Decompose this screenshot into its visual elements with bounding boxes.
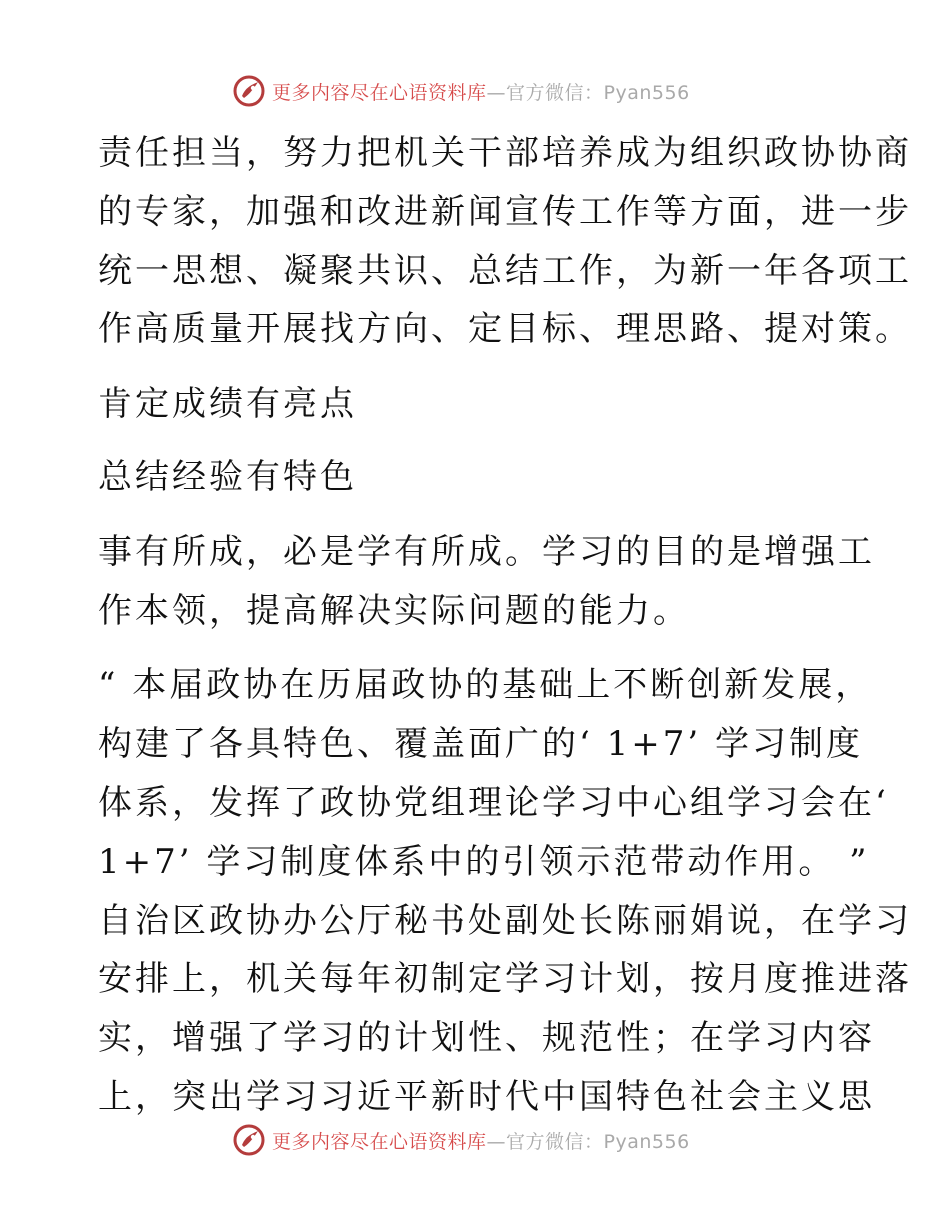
text-line: 构建了各具特色、覆盖面广的‘ 1+7’ 学习制度 [98, 724, 863, 765]
text-line: 安排上，机关每年初制定学习计划，按月度推进落 [98, 959, 912, 1000]
paragraph-2 [98, 523, 875, 641]
footer-watermark [232, 1120, 712, 1160]
text-line: 统一思想、凝聚共识、总结工作，为新一年各项工 [98, 250, 912, 291]
document-body [98, 124, 912, 1127]
brand-logo-icon [232, 1123, 266, 1157]
brand-logo-icon [232, 74, 266, 108]
section-heading-experience [98, 448, 858, 507]
text-line: 1+7’ 学习制度体系中的引领示范带动作用。 ” [98, 841, 870, 882]
text-line: 作本领，提高解决实际问题的能力。 [98, 590, 690, 631]
watermark-text: 更多内容尽在心语资料库—官方微信：Pyan556 [272, 1130, 690, 1153]
text-line: 肯定成绩有亮点 [98, 384, 357, 425]
header-watermark [232, 71, 712, 111]
text-line: 上，突出学习习近平新时代中国特色社会主义思 [98, 1076, 875, 1117]
text-line: 责任担当，努力把机关干部培养成为组织政协协商 [98, 133, 912, 173]
text-line: 自治区政协办公厅秘书处副处长陈丽娟说，在学习 [98, 900, 912, 941]
watermark-text: 更多内容尽在心语资料库—官方微信：Pyan556 [272, 81, 690, 104]
paragraph-1 [98, 124, 912, 359]
text-line: 总结经验有特色 [98, 456, 357, 497]
text-line: 事有所成，必是学有所成。学习的目的是增强工 [98, 531, 875, 572]
text-line: 作高质量开展找方向、定目标、理思路、提对策。 [98, 309, 912, 350]
text-line: 的专家，加强和改进新闻宣传工作等方面，进一步 [98, 191, 912, 232]
text-line: “ 本届政协在历届政协的基础上不断创新发展， [98, 665, 873, 706]
text-line: 体系，发挥了政协党组理论学习中心组学习会在‘ [98, 782, 889, 823]
section-heading-achievements [98, 375, 858, 434]
text-line: 实，增强了学习的计划性、规范性；在学习内容 [98, 1018, 875, 1059]
paragraph-3 [98, 656, 912, 1126]
